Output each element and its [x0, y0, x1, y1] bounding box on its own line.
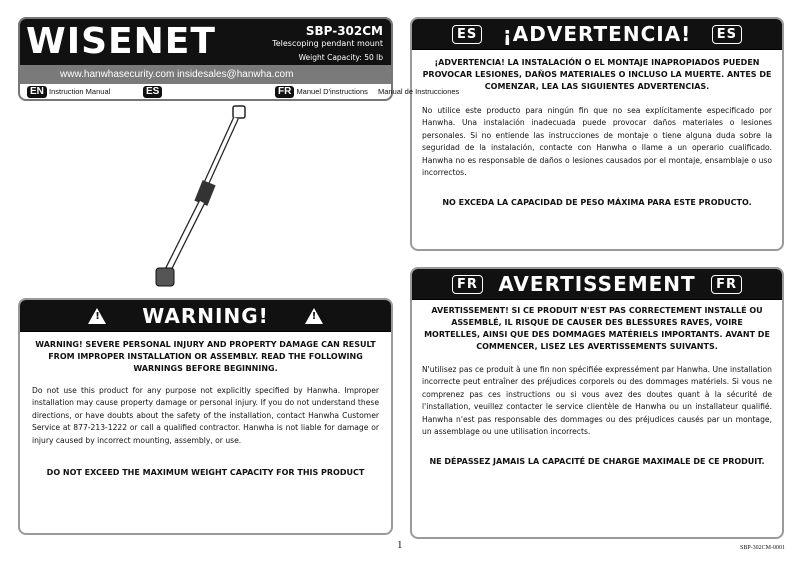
language-row	[20, 84, 391, 101]
weight-limit-notice-fr: NE DÉPASSEZ JAMAIS LA CAPACITÉ DE CHARGE MAXIMALE DE CE PRODUIT.	[429, 457, 765, 467]
page-number: 1	[397, 539, 403, 551]
en-tag: EN	[27, 86, 47, 98]
product-name: Telescoping pendant mount	[272, 39, 383, 48]
warning-body: Do not use this product for any purpose not explicitly specified by Hanwha. Improper installation may cause property damage or personal injury. If you do not understand these directions, or have doubts about the safety of the installation, contact Hanwha Customer Service at 877-213-1222 or call a qualified contractor. Hanwha is not liable for damage or injury caused by incorrect mounting, assembly, or use.	[32, 386, 379, 445]
avertissement-lead: AVERTISSEMENT! SI CE PRODUIT N'EST PAS CORRECTEMENT INSTALLÉ OU ASSEMBLÉ, IL RISQUE DE CAUSER DES BLESSURES RAVES, VOIRE MORTELLES, AINSI QUE DES DOMMAGES MATÉRIELS IMPORTANTS. AVANT DE COMMENCER, LISEZ LES AVERTISSEMENTS SUIVANTS.	[424, 306, 770, 351]
warning-title: WARNING!	[142, 303, 269, 328]
brand-bar	[20, 19, 391, 65]
fr-label: Manuel D'instructions	[296, 87, 368, 96]
warning-lead: WARNING! SEVERE PERSONAL INJURY AND PROPERTY DAMAGE CAN RESULT FROM IMPROPER INSTALLATION OR ASSEMBLY. READ THE FOLLOWING WARNINGS BEFORE BEGINNING.	[35, 340, 376, 373]
advertencia-title: ¡ADVERTENCIA!	[502, 22, 692, 46]
warning-section-es	[410, 17, 784, 251]
warning-section-fr	[410, 267, 784, 539]
avertissement-title: AVERTISSEMENT	[498, 272, 696, 296]
lang-fr	[275, 86, 368, 98]
avertissement-body: N'utilisez pas ce produit à une fin non spécifiée expressément par Hanwha. Une installation incorrecte peut entraîner des préjudices corporels ou des dommages matériels. Si vous ne comprenez pas ces instructions ou si vous avez des doutes quant à la sécurité de l'installation, veuillez contacter le service clientèle de Hanwha ou un installateur qualifié. Hanwha n'est pas responsable des dommages ou des préjudices causés par un montage, un assemblage ou une utilisation incorrects.	[422, 365, 772, 437]
warning-header	[20, 300, 391, 332]
weight-limit-notice: DO NOT EXCEED THE MAXIMUM WEIGHT CAPACITY FOR THIS PRODUCT	[46, 468, 365, 478]
contact-bar: www.hanwhasecurity.com insidesales@hanwha.com	[20, 65, 391, 84]
advertencia-body: No utilice este producto para ningún fin que no sea explícitamente especificado por Hanwha. Una instalación inadecuada puede provocar daños materiales o lesiones personales. Si no entiende las instrucciones de montaje o tiene alguna duda sobre la seguridad de la instalación, contacte con Hanwha o llame a un operario cualificado. Hanwha no es responsable de daños o lesiones causados por el montaje, ensamblaje o uso incorrectos.	[422, 106, 772, 178]
fr-tag: FR	[452, 275, 483, 294]
weight-capacity: Weight Capacity: 50 lb	[298, 53, 383, 62]
document-code: SBP-302CM-0001	[740, 545, 786, 551]
fr-tag: FR	[711, 275, 742, 294]
warning-triangle-icon: !	[305, 308, 323, 324]
lang-es	[143, 86, 162, 98]
advertencia-lead: ¡ADVERTENCIA! LA INSTALACIÓN O EL MONTAJE INAPROPIADOS PUEDEN PROVOCAR LESIONES, DAÑOS MATERIALES O INCLUSO LA MUERTE. ANTES DE COMENZAR, LEA LAS SIGUIENTES ADVERTENCIAS.	[422, 58, 772, 91]
warning-section-en	[18, 298, 393, 535]
en-label: Instruction Manual	[49, 87, 111, 96]
es-tag: ES	[143, 86, 162, 98]
es-tag: ES	[452, 25, 482, 44]
advertencia-header	[412, 19, 782, 50]
avertissement-header	[412, 269, 782, 300]
product-header	[18, 17, 393, 101]
warning-triangle-icon: !	[88, 308, 106, 324]
weight-limit-notice-es: NO EXCEDA LA CAPACIDAD DE PESO MÁXIMA PARA ESTE PRODUCTO.	[442, 198, 752, 208]
lang-en	[27, 86, 110, 98]
pendant-mount-illustration	[150, 104, 250, 294]
fr-tag: FR	[275, 86, 294, 98]
model-number: SBP-302CM	[305, 24, 383, 38]
es-tag: ES	[712, 25, 742, 44]
es-manual-label: Manual de Instrucciones	[378, 87, 460, 96]
brand-logo: WISENET	[26, 21, 216, 62]
